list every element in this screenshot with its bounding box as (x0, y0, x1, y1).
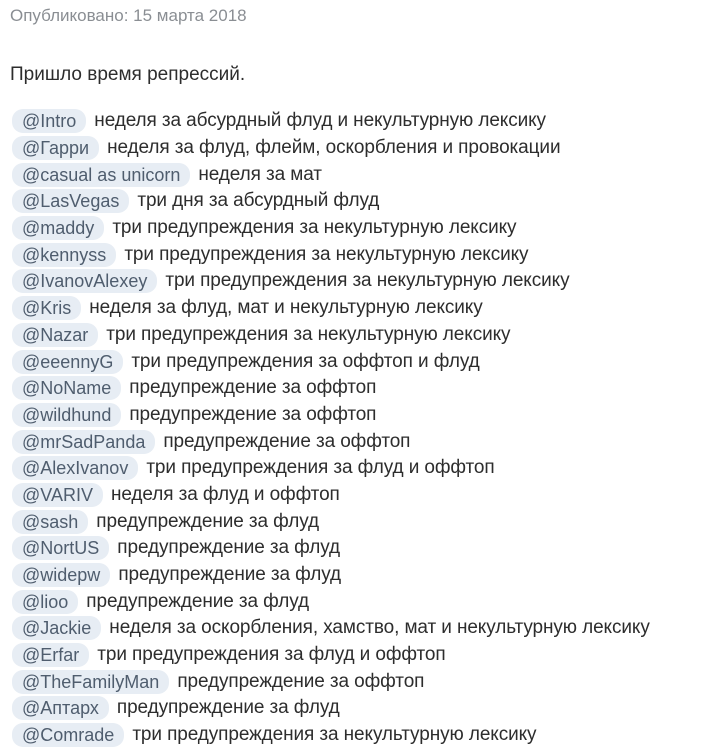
user-mention-link[interactable]: @wildhund (12, 403, 121, 427)
user-mention-link[interactable]: @NoName (12, 376, 121, 400)
list-item (12, 508, 702, 535)
user-mention-link[interactable]: @lioo (12, 590, 78, 614)
list-item (12, 428, 702, 455)
list-item (12, 615, 702, 642)
penalty-reason: три предупреждения за флуд и оффтоп (146, 457, 495, 479)
user-mention-link[interactable]: @Jackie (12, 616, 101, 640)
penalty-reason: предупреждение за флуд (116, 697, 340, 719)
list-item (12, 295, 702, 322)
user-mention-link[interactable]: @Kris (12, 296, 81, 320)
list-item (12, 695, 702, 722)
penalty-reason: три предупреждения за оффтоп и флуд (131, 350, 480, 372)
list-item (12, 322, 702, 349)
penalty-reason: три дня за абсурдный флуд (137, 190, 380, 212)
list-item (12, 535, 702, 562)
penalty-reason: три предупреждения за некультурную лексику (112, 217, 517, 239)
user-mention-link[interactable]: @AlexIvanov (12, 456, 138, 480)
user-mention-link[interactable]: @eeennyG (12, 350, 123, 374)
user-mention-link[interactable]: @VARIV (12, 483, 103, 507)
penalty-reason: три предупреждения за некультурную лексику (165, 270, 570, 292)
list-item (12, 375, 702, 402)
penalty-reason: предупреждение за флуд (117, 537, 341, 559)
list-item (12, 161, 702, 188)
penalty-reason: три предупреждения за флуд и оффтоп (97, 644, 446, 666)
user-mention-link[interactable]: @sash (12, 510, 88, 534)
user-mention-link[interactable]: @mrSadPanda (12, 430, 155, 454)
penalty-reason: неделя за оскорбления, хамство, мат и некультурную лексику (109, 617, 650, 639)
post-intro-text: Пришло время репрессий. (10, 64, 246, 85)
list-item (12, 455, 702, 482)
user-mention-link[interactable]: @widepw (12, 563, 110, 587)
list-item (12, 642, 702, 669)
user-mention-link[interactable]: @LasVegas (12, 189, 129, 213)
list-item (12, 668, 702, 695)
user-mention-link[interactable]: @Гарри (12, 136, 99, 160)
list-item (12, 348, 702, 375)
penalty-reason: предупреждение за оффтоп (177, 670, 425, 692)
penalty-list (12, 108, 702, 749)
user-mention-link[interactable]: @kennyss (12, 243, 116, 267)
penalty-reason: предупреждение за флуд (96, 510, 320, 532)
user-mention-link[interactable]: @IvanovAlexey (12, 269, 157, 293)
user-mention-link[interactable]: @TheFamilyMan (12, 670, 169, 694)
list-item (12, 268, 702, 295)
user-mention-link[interactable]: @casual as unicorn (12, 163, 190, 187)
user-mention-link[interactable]: @Nazar (12, 323, 98, 347)
penalty-reason: предупреждение за флуд (118, 564, 342, 586)
penalty-reason: предупреждение за оффтоп (163, 430, 411, 452)
list-item (12, 215, 702, 242)
user-mention-link[interactable]: @Intro (12, 109, 86, 133)
user-mention-link[interactable]: @Erfar (12, 643, 89, 667)
penalty-reason: три предупреждения за некультурную лексику (106, 323, 511, 345)
list-item (12, 108, 702, 135)
list-item (12, 402, 702, 429)
list-item (12, 135, 702, 162)
penalty-reason: предупреждение за оффтоп (129, 377, 377, 399)
penalty-reason: три предупреждения за некультурную лексику (132, 724, 537, 746)
user-mention-link[interactable]: @NortUS (12, 536, 109, 560)
list-item (12, 562, 702, 589)
penalty-reason: предупреждение за флуд (86, 590, 310, 612)
list-item (12, 188, 702, 215)
user-mention-link[interactable]: @maddy (12, 216, 104, 240)
penalty-reason: неделя за флуд, флейм, оскорбления и провокации (107, 137, 561, 159)
list-item (12, 722, 702, 749)
list-item (12, 588, 702, 615)
penalty-reason: три предупреждения за некультурную лексику (124, 243, 529, 265)
penalty-reason: предупреждение за оффтоп (129, 403, 377, 425)
list-item (12, 482, 702, 509)
penalty-reason: неделя за абсурдный флуд и некультурную лексику (94, 110, 546, 132)
penalty-reason: неделя за мат (198, 163, 322, 185)
list-item (12, 241, 702, 268)
penalty-reason: неделя за флуд и оффтоп (110, 483, 340, 505)
published-date: Опубликовано: 15 марта 2018 (10, 6, 247, 25)
user-mention-link[interactable]: @Comrade (12, 723, 124, 747)
penalty-reason: неделя за флуд, мат и некультурную лексику (89, 297, 483, 319)
user-mention-link[interactable]: @Аптарх (12, 696, 109, 720)
